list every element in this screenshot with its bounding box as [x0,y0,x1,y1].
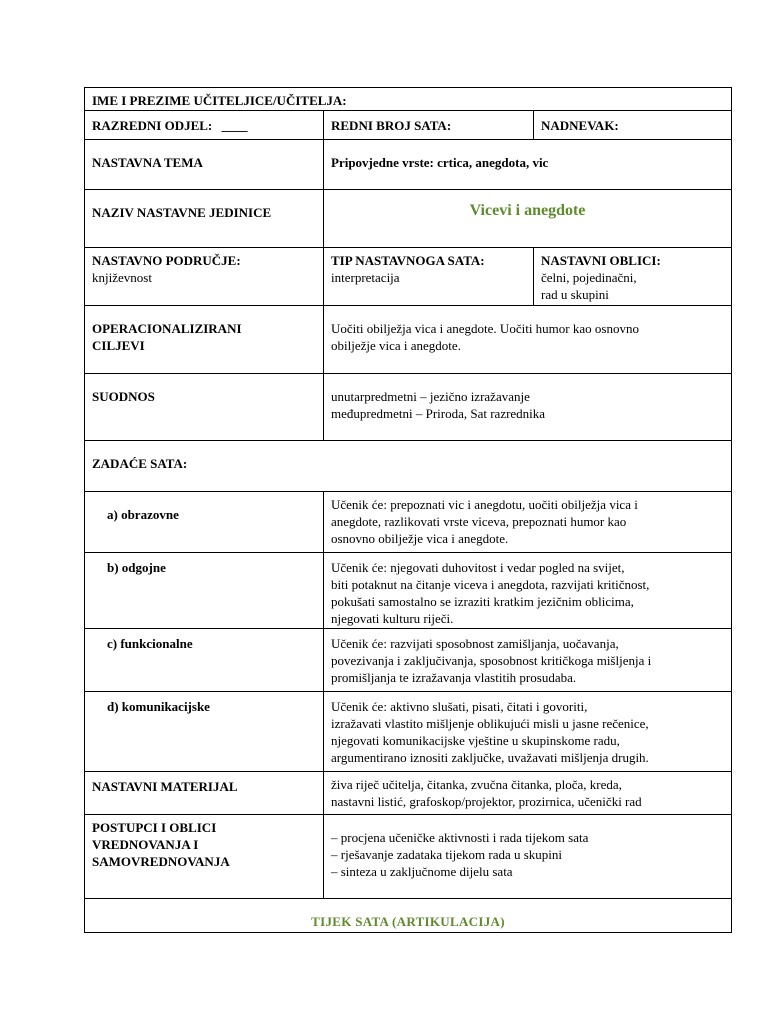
task-line: Učenik će: njegovati duhovitost i vedar pogled na svijet, [331,560,625,575]
area-label: NASTAVNO PODRUČJE: [92,253,241,268]
task-line: njegovati komunikacijske vještine u skupinskome radu, [331,733,620,748]
lesson-type-value: interpretacija [331,270,400,285]
correlation-line: unutarpredmetni – jezično izražavanje [331,389,530,404]
unit-title: Vicevi i anegdote [324,190,732,248]
task-line: biti potaknut na čitanje viceva i anegdota, razvijati kritičnost, [331,577,650,592]
evaluation-label: POSTUPCI I OBLICI [92,820,217,835]
task-line: povezivanja i zaključivanja, sposobnost kritičkoga mišljenja i [331,653,652,668]
evaluation-line: – sinteza u zaključnome dijelu sata [331,864,513,879]
date-cell [534,111,732,140]
unit-label: NAZIV NASTAVNE JEDINICE [85,190,324,248]
task-line: izražavati vlastito mišljenje oblikujući misli u jasne rečenice, [331,716,649,731]
goals-label-cell [85,306,324,374]
task-label: a) obrazovne [85,492,324,553]
correlation-label: SUODNOS [85,374,324,441]
topic-value: Pripovjedne vrste: crtica, anegdota, vic [324,140,732,190]
goals-line: Uočiti obilježja vica i anegdote. Uočiti humor kao osnovno [331,321,639,336]
area-cell [85,248,324,306]
teaching-forms-line: čelni, pojedinačni, [541,270,637,285]
correlation-line: međupredmetni – Priroda, Sat razrednika [331,406,546,421]
teacher-name-cell [85,88,732,111]
task-label: b) odgojne [85,553,324,629]
evaluation-label-cell [85,815,324,899]
task-line: osnovno obilježje vica i anegdote. [331,531,509,546]
lesson-flow-title: TIJEK SATA (ARTIKULACIJA) [85,899,732,933]
evaluation-line: – procjena učeničke aktivnosti i rada tijekom sata [331,830,589,845]
lesson-number-cell [324,111,534,140]
task-line: njegovati kulturu riječi. [331,611,454,626]
topic-label: NASTAVNA TEMA [85,140,324,190]
task-text-cell [324,553,732,629]
task-line: pokušati samostalno se izraziti kratkim jezičnim oblicima, [331,594,634,609]
goals-label: CILJEVI [92,338,145,353]
goals-label: OPERACIONALIZIRANI [92,321,242,336]
material-label: NASTAVNI MATERIJAL [85,772,324,815]
lesson-number-label: REDNI BROJ SATA: [331,118,452,133]
task-text-cell [324,629,732,692]
teacher-label: IME I PREZIME UČITELJICE/UČITELJA: [92,93,347,108]
teaching-forms-cell [534,248,732,306]
tasks-label: ZADAĆE SATA: [85,441,732,492]
task-line: anegdote, razlikovati vrste viceva, prepoznati humor kao [331,514,627,529]
goals-line: obilježje vica i anegdote. [331,338,461,353]
task-line: Učenik će: prepoznati vic i anegdotu, uočiti obilježja vica i [331,497,638,512]
goals-text-cell [324,306,732,374]
lesson-plan-table [84,87,732,933]
task-line: argumentirano iznositi zaključke, uvažavati mišljenja drugih. [331,750,649,765]
task-text-cell [324,692,732,772]
evaluation-text-cell [324,815,732,899]
evaluation-label: VREDNOVANJA I [92,837,199,852]
task-line: Učenik će: aktivno slušati, pisati, čitati i govoriti, [331,699,588,714]
class-cell [85,111,324,140]
lesson-type-cell [324,248,534,306]
evaluation-label: SAMOVREDNOVANJA [92,854,230,869]
task-label: c) funkcionalne [85,629,324,692]
correlation-text-cell [324,374,732,441]
class-label: RAZREDNI ODJEL: [92,118,213,133]
evaluation-line: – rješavanje zadataka tijekom rada u skupini [331,847,563,862]
material-text-cell [324,772,732,815]
teaching-forms-line: rad u skupini [541,287,609,302]
lesson-type-label: TIP NASTAVNOGA SATA: [331,253,485,268]
task-line: Učenik će: razvijati sposobnost zamišljanja, uočavanja, [331,636,619,651]
date-label: NADNEVAK: [541,118,619,133]
material-line: nastavni listić, grafoskop/projektor, prozirnica, učenički rad [331,794,642,809]
teaching-forms-label: NASTAVNI OBLICI: [541,253,661,268]
area-value: književnost [92,270,152,285]
task-line: promišljanja te izražavanja vlastitih prosudaba. [331,670,577,685]
class-blank: ____ [221,118,248,133]
material-line: živa riječ učitelja, čitanka, zvučna čitanka, ploča, kreda, [331,777,622,792]
task-text-cell [324,492,732,553]
task-label: d) komunikacijske [85,692,324,772]
